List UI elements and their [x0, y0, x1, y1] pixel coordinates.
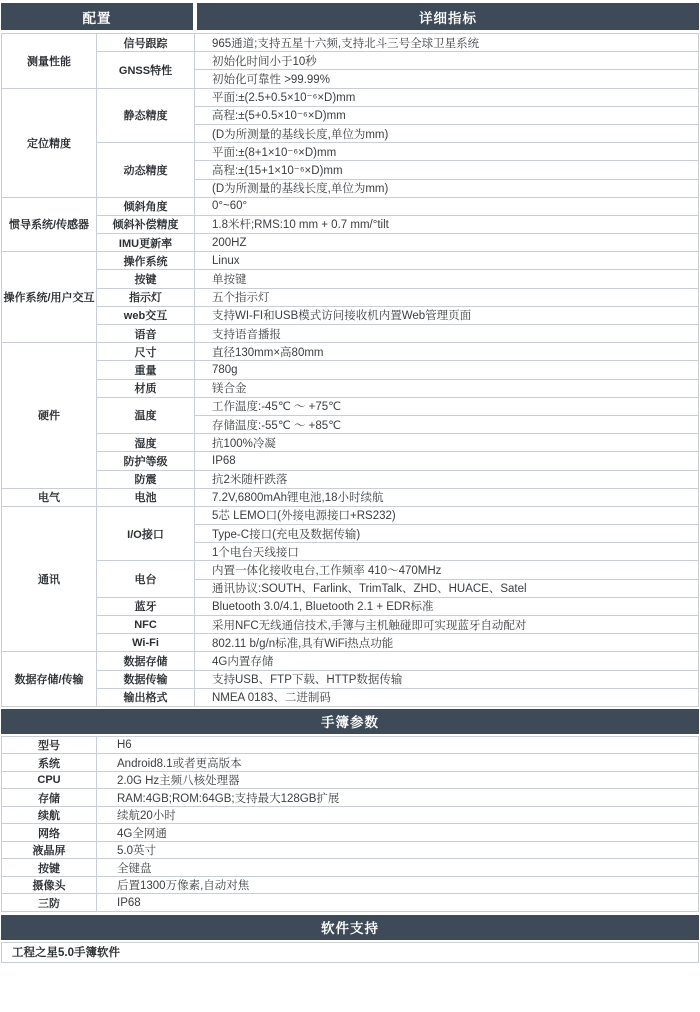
handheld-label-cell: 网络 — [2, 824, 97, 842]
spec-row — [2, 361, 699, 379]
spec-value-cell: 平面:±(2.5+0.5×10⁻⁶×D)mm — [195, 88, 699, 106]
spec-row — [2, 506, 699, 524]
handheld-label-cell: 摄像头 — [2, 876, 97, 894]
spec-row — [2, 88, 699, 106]
spec-row — [2, 488, 699, 506]
spec-value-cell: 支持USB、FTP下载、HTTP数据传输 — [195, 670, 699, 688]
spec-value-cell: 初始化时间小于10秒 — [195, 52, 699, 70]
spec-table-header-bar — [1, 3, 699, 30]
handheld-label-cell: 存储 — [2, 789, 97, 807]
spec-label-cell: 材质 — [97, 379, 195, 397]
handheld-label-cell: CPU — [2, 771, 97, 789]
handheld-row — [2, 789, 699, 807]
handheld-row — [2, 736, 699, 754]
software-row — [2, 942, 699, 962]
spec-value-cell: NMEA 0183、二进制码 — [195, 688, 699, 706]
spec-label-cell: 指示灯 — [97, 288, 195, 306]
spec-value-cell: (D为所测量的基线长度,单位为mm) — [195, 124, 699, 142]
category-cell: 定位精度 — [2, 88, 97, 197]
spec-value-cell: 抗2米随杆跌落 — [195, 470, 699, 488]
spec-value-cell: 采用NFC无线通信技术,手簿与主机触碰即可实现蓝牙自动配对 — [195, 616, 699, 634]
spec-value-cell: 高程:±(15+1×10⁻⁶×D)mm — [195, 161, 699, 179]
handheld-section-header — [1, 709, 699, 734]
spec-label-cell: IMU更新率 — [97, 234, 195, 252]
spec-row — [2, 143, 699, 161]
spec-label-cell: 静态精度 — [97, 88, 195, 143]
spec-value-cell: 初始化可靠性 >99.99% — [195, 70, 699, 88]
spec-value-cell: 五个指示灯 — [195, 288, 699, 306]
handheld-row — [2, 771, 699, 789]
handheld-value-cell: IP68 — [97, 894, 699, 912]
spec-row — [2, 688, 699, 706]
handheld-row — [2, 894, 699, 912]
spec-row — [2, 597, 699, 615]
handheld-label-cell: 型号 — [2, 736, 97, 754]
spec-value-cell: 1.8米杆;RMS:10 mm + 0.7 mm/°tilt — [195, 215, 699, 233]
handheld-label-cell: 续航 — [2, 806, 97, 824]
spec-row — [2, 616, 699, 634]
handheld-value-cell: 4G全网通 — [97, 824, 699, 842]
handheld-value-cell: 后置1300万像素,自动对焦 — [97, 876, 699, 894]
spec-table — [1, 33, 699, 707]
spec-label-cell: 数据传输 — [97, 670, 195, 688]
handheld-table-body — [2, 736, 699, 911]
handheld-label-cell: 系统 — [2, 754, 97, 772]
spec-value-cell: 965通道;支持五星十六频,支持北斗三号全球卫星系统 — [195, 34, 699, 52]
spec-value-cell: 7.2V,6800mAh锂电池,18小时续航 — [195, 488, 699, 506]
spec-row — [2, 215, 699, 233]
spec-value-cell: Type-C接口(充电及数据传输) — [195, 525, 699, 543]
spec-value-cell: 802.11 b/g/n标准,具有WiFi热点功能 — [195, 634, 699, 652]
spec-label-cell: 电台 — [97, 561, 195, 597]
spec-row — [2, 325, 699, 343]
software-section-header — [1, 915, 699, 940]
spec-row — [2, 634, 699, 652]
handheld-row — [2, 841, 699, 859]
spec-row — [2, 306, 699, 324]
spec-value-cell: 200HZ — [195, 234, 699, 252]
spec-value-cell: 直径130mm×高80mm — [195, 343, 699, 361]
handheld-value-cell: 续航20小时 — [97, 806, 699, 824]
spec-label-cell: 倾斜补偿精度 — [97, 215, 195, 233]
category-cell: 测量性能 — [2, 34, 97, 89]
category-cell: 数据存储/传输 — [2, 652, 97, 707]
detail-column-header: 详细指标 — [197, 3, 699, 30]
handheld-row — [2, 859, 699, 877]
spec-value-cell: 镁合金 — [195, 379, 699, 397]
handheld-section-title: 手簿参数 — [321, 715, 379, 731]
spec-table-body — [2, 34, 699, 707]
spec-value-cell: 4G内置存储 — [195, 652, 699, 670]
spec-value-cell: 高程:±(5+0.5×10⁻⁶×D)mm — [195, 106, 699, 124]
software-table-body — [2, 942, 699, 962]
handheld-label-cell: 三防 — [2, 894, 97, 912]
spec-label-cell: 信号跟踪 — [97, 34, 195, 52]
handheld-table — [1, 736, 699, 912]
spec-value-cell: 通讯协议:SOUTH、Farlink、TrimTalk、ZHD、HUACE、Satel — [195, 579, 699, 597]
spec-value-cell: 1个电台天线接口 — [195, 543, 699, 561]
spec-row — [2, 52, 699, 70]
software-section-title: 软件支持 — [321, 921, 379, 937]
handheld-value-cell: H6 — [97, 736, 699, 754]
handheld-value-cell: Android8.1或者更高版本 — [97, 754, 699, 772]
spec-value-cell: Linux — [195, 252, 699, 270]
spec-value-cell: 单按键 — [195, 270, 699, 288]
handheld-row — [2, 806, 699, 824]
handheld-label-cell: 液晶屏 — [2, 841, 97, 859]
spec-label-cell: Wi-Fi — [97, 634, 195, 652]
spec-label-cell: 按键 — [97, 270, 195, 288]
config-column-header: 配置 — [1, 3, 193, 30]
handheld-value-cell: 全键盘 — [97, 859, 699, 877]
spec-label-cell: 语音 — [97, 325, 195, 343]
spec-value-cell: 0°~60° — [195, 197, 699, 215]
handheld-value-cell: 5.0英寸 — [97, 841, 699, 859]
spec-label-cell: 湿度 — [97, 434, 195, 452]
spec-row — [2, 670, 699, 688]
category-cell: 通讯 — [2, 506, 97, 652]
software-table — [1, 942, 699, 963]
spec-row — [2, 397, 699, 415]
spec-label-cell: 输出格式 — [97, 688, 195, 706]
spec-label-cell: 重量 — [97, 361, 195, 379]
spec-row — [2, 252, 699, 270]
spec-row — [2, 379, 699, 397]
spec-value-cell: 支持语音播报 — [195, 325, 699, 343]
spec-row — [2, 561, 699, 579]
spec-label-cell: 电池 — [97, 488, 195, 506]
category-cell: 操作系统/用户交互 — [2, 252, 97, 343]
handheld-row — [2, 824, 699, 842]
handheld-row — [2, 876, 699, 894]
spec-value-cell: 5芯 LEMO口(外接电源接口+RS232) — [195, 506, 699, 524]
spec-row — [2, 288, 699, 306]
category-cell: 电气 — [2, 488, 97, 506]
spec-label-cell: 倾斜角度 — [97, 197, 195, 215]
category-cell: 硬件 — [2, 343, 97, 489]
spec-label-cell: 数据存储 — [97, 652, 195, 670]
spec-label-cell: 尺寸 — [97, 343, 195, 361]
spec-row — [2, 452, 699, 470]
spec-value-cell: 平面:±(8+1×10⁻⁶×D)mm — [195, 143, 699, 161]
spec-row — [2, 34, 699, 52]
spec-value-cell: 抗100%冷凝 — [195, 434, 699, 452]
spec-label-cell: 操作系统 — [97, 252, 195, 270]
handheld-label-cell: 按键 — [2, 859, 97, 877]
spec-label-cell: 蓝牙 — [97, 597, 195, 615]
handheld-value-cell: 2.0G Hz主频八核处理器 — [97, 771, 699, 789]
spec-value-cell: 内置一体化接收电台,工作频率 410～470MHz — [195, 561, 699, 579]
spec-row — [2, 234, 699, 252]
spec-value-cell: IP68 — [195, 452, 699, 470]
spec-label-cell: 动态精度 — [97, 143, 195, 198]
spec-label-cell: web交互 — [97, 306, 195, 324]
spec-value-cell: 支持WI-FI和USB模式访问接收机内置Web管理页面 — [195, 306, 699, 324]
spec-row — [2, 434, 699, 452]
spec-label-cell: I/O接口 — [97, 506, 195, 561]
spec-row — [2, 343, 699, 361]
spec-row — [2, 270, 699, 288]
handheld-value-cell: RAM:4GB;ROM:64GB;支持最大128GB扩展 — [97, 789, 699, 807]
spec-value-cell: 780g — [195, 361, 699, 379]
handheld-row — [2, 754, 699, 772]
spec-value-cell: 工作温度:-45℃ ～ +75℃ — [195, 397, 699, 415]
spec-label-cell: 温度 — [97, 397, 195, 433]
spec-value-cell: (D为所测量的基线长度,单位为mm) — [195, 179, 699, 197]
spec-label-cell: 防护等级 — [97, 452, 195, 470]
spec-label-cell: NFC — [97, 616, 195, 634]
spec-row — [2, 652, 699, 670]
spec-label-cell: 防震 — [97, 470, 195, 488]
software-value-cell: 工程之星5.0手簿软件 — [2, 942, 699, 962]
spec-value-cell: Bluetooth 3.0/4.1, Bluetooth 2.1 + EDR标准 — [195, 597, 699, 615]
spec-row — [2, 197, 699, 215]
category-cell: 惯导系统/传感器 — [2, 197, 97, 252]
spec-label-cell: GNSS特性 — [97, 52, 195, 88]
spec-row — [2, 470, 699, 488]
spec-value-cell: 存储温度:-55℃ ～ +85℃ — [195, 415, 699, 433]
